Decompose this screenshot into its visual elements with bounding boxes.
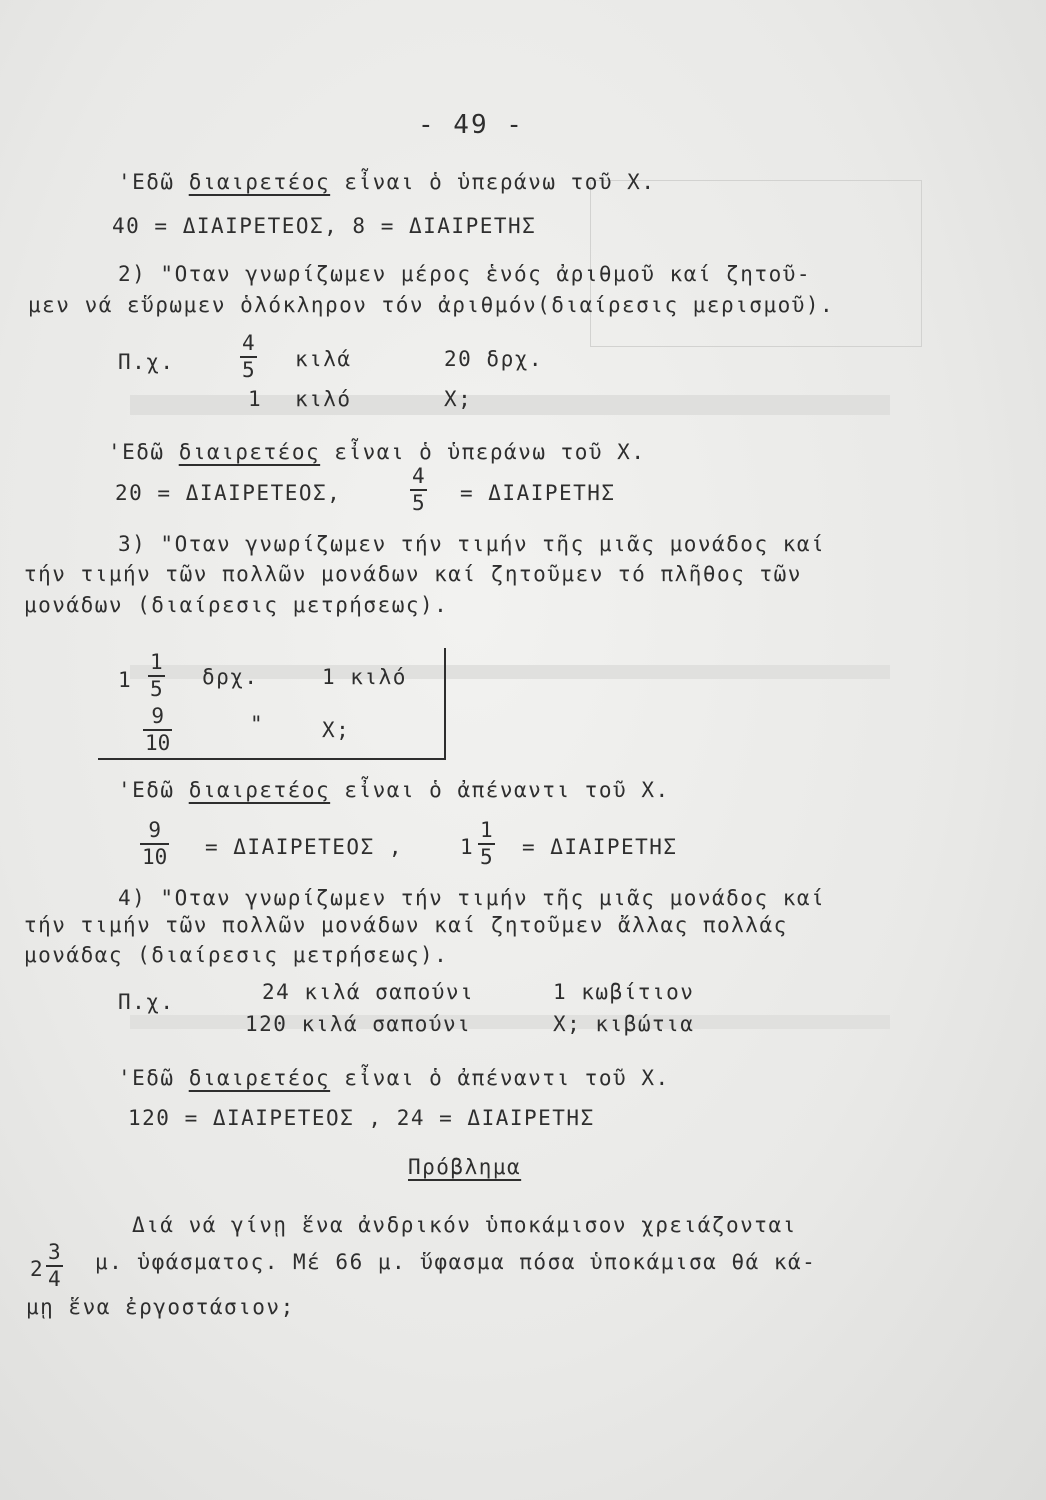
dividend-word: διαιρετέος (188, 170, 331, 194)
equation-line: 40 = ΔΙΑΙΡΕΤΕΟΣ, 8 = ΔΙΑΙΡΕΤΗΣ (112, 214, 537, 238)
equation-right: = ΔΙΑΙΡΕΤΗΣ (522, 835, 678, 859)
example-row-2-right: Χ; κιβώτια (553, 1012, 695, 1036)
case-4-line-3: μονάδας (διαίρεσις μετρήσεως). (24, 943, 449, 967)
denominator: 10 (142, 845, 168, 869)
dividend-word: διαιρετέος (188, 778, 331, 802)
page-number: - 49 - (418, 110, 524, 140)
fraction (240, 333, 257, 381)
statement-suffix: εἶναι ὁ ὑπεράνω τοῦ Χ. (344, 170, 656, 194)
mixed-number-whole: 1 (118, 668, 133, 692)
numerator: 3 (48, 1240, 61, 1264)
fraction (143, 706, 172, 754)
case-2-line-2: μεν νά εὕρωμεν ὁλόκληρον τόν ἀριθμόν(διαίρεσις μερισμοῦ). (28, 293, 835, 317)
numerator: 4 (412, 464, 425, 488)
statement-line (108, 440, 645, 464)
table-quantity: 1 κιλό (322, 665, 407, 689)
case-2-line-1: 2) "Οταν γνωρίζωμεν μέρος ἑνός ἀριθμοῦ καί ζητοῦ- (118, 262, 812, 286)
denominator: 5 (480, 845, 493, 869)
equation-left: 20 = ΔΙΑΙΡΕΤΕΟΣ, (115, 481, 342, 505)
numerator: 9 (148, 818, 161, 842)
case-4-line-1: 4) "Οταν γνωρίζωμεν τήν τιμήν τῆς μιᾶς μονάδος καί (118, 886, 826, 910)
example-row-2: 120 κιλά σαπούνι (245, 1012, 472, 1036)
numerator: 4 (242, 331, 255, 355)
denominator: 10 (145, 731, 171, 755)
dividend-word: διαιρετέος (188, 1066, 331, 1090)
denominator: 5 (412, 491, 425, 515)
statement-line (118, 778, 670, 802)
table-horizontal-rule (98, 758, 446, 760)
case-3-line-3: μονάδων (διαίρεσις μετρήσεως). (24, 593, 449, 617)
example-row-1-right: 1 κωβίτιον (553, 980, 695, 1004)
numerator: 1 (480, 818, 493, 842)
example-unit: κιλά (295, 347, 352, 371)
table-vertical-rule (444, 648, 446, 758)
denominator: 5 (242, 358, 255, 382)
table-unknown: Χ; (322, 718, 351, 742)
equation-right: = ΔΙΑΙΡΕΤΗΣ (460, 481, 616, 505)
fraction (46, 1242, 63, 1290)
table-unit: δρχ. (202, 665, 259, 689)
statement-suffix: εἶναι ὁ ἀπέναντι τοῦ Χ. (344, 778, 670, 802)
case-3-line-1: 3) "Οταν γνωρίζωμεν τήν τιμήν τῆς μιᾶς μονάδος καί (118, 532, 826, 556)
denominator: 4 (48, 1267, 61, 1291)
bleed-through-band (130, 395, 890, 415)
statement-suffix: εἶναι ὁ ἀπέναντι τοῦ Χ. (344, 1066, 670, 1090)
example-price: 20 δρχ. (444, 347, 544, 371)
statement-line (118, 1066, 670, 1090)
bleed-through-band (130, 1015, 890, 1029)
equation-line: 120 = ΔΙΑΙΡΕΤΕΟΣ , 24 = ΔΙΑΙΡΕΤΗΣ (128, 1106, 595, 1130)
example-label: Π.χ. (118, 990, 175, 1014)
example-row-1: 24 κιλά σαπούνι (262, 980, 475, 1004)
numerator: 1 (150, 650, 163, 674)
mixed-number-whole: 2 (30, 1257, 45, 1281)
fraction (140, 820, 169, 868)
example-unknown: Χ; (444, 387, 473, 411)
problem-line-3: μῃ ἕνα ἐργοστάσιον; (26, 1295, 295, 1319)
fraction (410, 466, 427, 514)
case-3-line-2: τήν τιμήν τῶν πολλῶν μονάδων καί ζητοῦμεν τό πλῆθος τῶν (24, 562, 802, 586)
statement-prefix: 'Εδῶ (118, 778, 189, 802)
ditto-mark: " (250, 712, 265, 736)
problem-line-2: μ. ὑφάσματος. Μέ 66 μ. ὕφασμα πόσα ὑποκάμισα θά κά- (95, 1250, 817, 1274)
numerator: 9 (151, 704, 164, 728)
problem-line-1: Διά νά γίνῃ ἕνα ἀνδρικόν ὑποκάμισον χρειάζονται (132, 1213, 797, 1237)
statement-suffix: εἶναι ὁ ὑπεράνω τοῦ Χ. (334, 440, 646, 464)
mixed-number-whole: 1 (460, 835, 475, 859)
case-4-line-2: τήν τιμήν τῶν πολλῶν μονάδων καί ζητοῦμεν ἄλλας πολλάς (24, 913, 788, 937)
fraction (148, 652, 165, 700)
statement-prefix: 'Εδῶ (108, 440, 179, 464)
statement-line (118, 170, 655, 194)
example-label: Π.χ. (118, 350, 175, 374)
equation-left: = ΔΙΑΙΡΕΤΕΟΣ , (205, 835, 404, 859)
fraction (478, 820, 495, 868)
statement-prefix: 'Εδῶ (118, 170, 189, 194)
statement-prefix: 'Εδῶ (118, 1066, 189, 1090)
dividend-word: διαιρετέος (178, 440, 321, 464)
example-unit: κιλό (295, 387, 352, 411)
example-quantity: 1 (248, 387, 263, 411)
denominator: 5 (150, 677, 163, 701)
problem-heading: Πρόβλημα (408, 1155, 522, 1179)
